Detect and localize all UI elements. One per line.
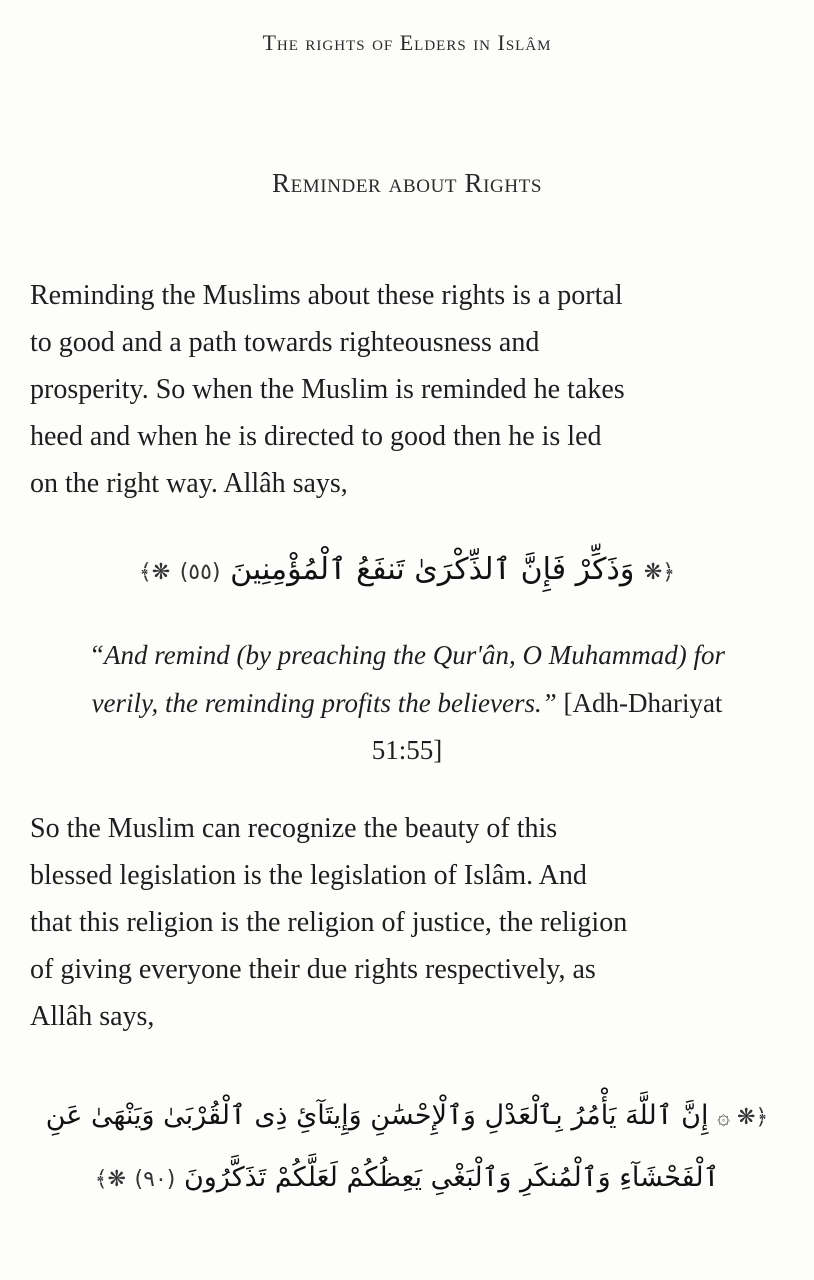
verse-reference: [Adh-Dhariyat [563, 688, 723, 718]
ornament-close-icon: ❋﴾ [138, 560, 171, 585]
paragraph-line: heed and when he is directed to good then he is led [30, 421, 602, 452]
quran-verse-2-line-2 [0, 1162, 814, 1193]
translation-line: verily, the reminding profits the believers.” [91, 688, 557, 718]
ayah-number-marker: (٩٠) [134, 1167, 176, 1192]
running-head: The rights of Elders in Islâm [262, 30, 552, 55]
section-title: Reminder about Rights [271, 168, 543, 198]
paragraph-line: Reminding the Muslims about these rights is a portal [30, 280, 623, 311]
paragraph-line: So the Muslim can recognize the beauty of this [30, 813, 558, 844]
verse-arabic: وَذَكِّرْ فَإِنَّ ٱلذِّكْرَىٰ تَنفَعُ ٱلْمُؤْمِنِينَ [230, 552, 635, 587]
ayah-number-marker: (٥٥) [179, 560, 221, 585]
ornament-open-icon: ﴿❋ ۞ [717, 1105, 769, 1130]
paragraph-line: to good and a path towards righteousness and [30, 327, 540, 358]
paragraph-line: prosperity. So when the Muslim is reminded he takes [30, 374, 625, 405]
paragraph-line: blessed legislation is the legislation of Islâm. And [30, 860, 587, 891]
ayah-number: ٥٥ [188, 560, 212, 585]
ornament-open-icon: ﴿❋ [643, 560, 676, 585]
verse-arabic: ٱلْفَحْشَآءِ وَٱلْمُنكَرِ وَٱلْبَغْىِ يَعِظُكُمْ لَعَلَّكُمْ تَذَكَّرُونَ [183, 1162, 720, 1193]
paragraph-line: of giving everyone their due rights respectively, as [30, 954, 596, 985]
paragraph-line: on the right way. Allâh says, [30, 468, 348, 499]
ornament-close-icon: ❋﴾ [94, 1167, 126, 1192]
ayah-number: ٩٠ [143, 1167, 167, 1192]
translation-line: “And remind (by preaching the Qur'ân, O Muhammad) for [89, 640, 725, 670]
verse-reference-cont: 51:55] [371, 735, 443, 765]
paragraph-line: that this religion is the religion of justice, the religion [30, 907, 628, 938]
quran-verse-2-line-1 [0, 1100, 814, 1131]
paragraph-line: Allâh says, [30, 1001, 155, 1032]
verse-arabic: إِنَّ ٱللَّهَ يَأْمُرُ بِٱلْعَدْلِ وَٱلْإِحْسَٰنِ وَإِيتَآئِ ذِى ٱلْقُرْبَىٰ وَيَنْهَىٰ عَنِ [45, 1100, 709, 1131]
quran-verse-1 [0, 552, 814, 587]
